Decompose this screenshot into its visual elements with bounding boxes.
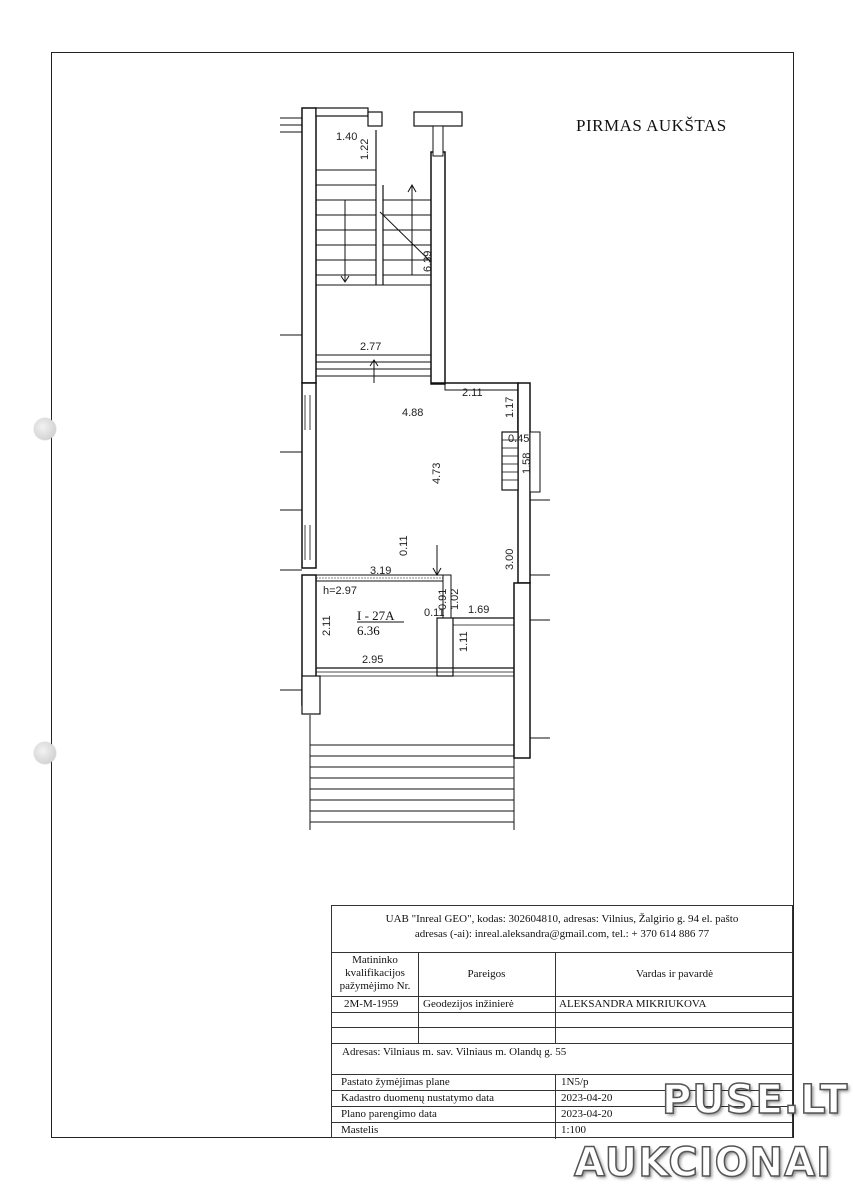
dim-0-11-lower: 0.11	[424, 607, 445, 619]
wall-stair-left	[302, 108, 316, 383]
wall-main-left	[302, 383, 316, 568]
dim-1-40: 1.40	[336, 131, 358, 143]
floor-title: PIRMAS AUKŠTAS	[576, 116, 727, 135]
address: Adresas: Vilniaus m. sav. Vilniaus m. Olandų g. 55	[342, 1046, 567, 1058]
info-value-cadastre-date: 2023-04-20	[561, 1092, 613, 1104]
header-position: Pareigos	[467, 968, 506, 980]
row-position: Geodezijos inžinierė	[423, 998, 514, 1010]
dim-1-69: 1.69	[468, 604, 490, 616]
header-qualification	[332, 954, 418, 993]
dim-1-17: 1.17	[504, 396, 516, 418]
wall-stair-jamb	[433, 126, 443, 156]
dim-6-39: 6.39	[422, 250, 434, 272]
dim-0-45: 0.45	[508, 433, 530, 445]
watermark-aukcionai: AUKCIONAI	[574, 1140, 832, 1186]
company-info	[332, 912, 792, 942]
info-label-scale: Mastelis	[341, 1124, 379, 1136]
height-label: h=2.97	[323, 585, 357, 597]
wall-main-right	[518, 383, 530, 583]
wall-lower-right	[514, 583, 530, 758]
info-value-plan-date: 2023-04-20	[561, 1108, 613, 1120]
dim-2-77: 2.77	[360, 341, 382, 353]
dim-1-11: 1.11	[458, 631, 470, 652]
row-qualification: 2M-M-1959	[344, 998, 399, 1010]
header-qual-line-1: Matininko	[352, 954, 398, 966]
watermark-puse: PUSE.LT	[662, 1077, 849, 1123]
dim-2-11-top: 2.11	[462, 387, 483, 399]
dim-2-95: 2.95	[362, 654, 384, 666]
info-label-building-mark: Pastato žymėjimas plane	[341, 1076, 450, 1088]
dim-3-19: 3.19	[370, 565, 392, 577]
dim-4-88: 4.88	[402, 407, 424, 419]
info-label-plan-date: Plano parengimo data	[341, 1108, 437, 1120]
column-stair-top	[368, 112, 382, 126]
dim-2-11-left: 2.11	[321, 615, 333, 636]
dim-0-11-upper: 0.11	[398, 535, 410, 556]
dim-4-73: 4.73	[431, 462, 443, 484]
dim-1-22: 1.22	[359, 138, 371, 160]
header-name: Vardas ir pavardė	[636, 968, 713, 980]
wall-small-room-right	[437, 618, 453, 676]
dim-1-02: 1.02	[449, 588, 461, 610]
info-value-scale: 1:100	[561, 1124, 587, 1136]
company-line-1: UAB "Inreal GEO", kodas: 302604810, adresas: Vilnius, Žalgirio g. 94 el. pašto	[385, 913, 739, 925]
dim-3-00: 3.00	[504, 548, 516, 570]
room-id: I - 27A	[357, 608, 395, 623]
header-qual-line-3: pažymėjimo Nr.	[339, 980, 411, 992]
wall-stair-top-right	[414, 112, 462, 126]
dim-1-58: 1.58	[521, 452, 533, 474]
dim-0-91: 0.91	[437, 588, 449, 610]
company-line-2: adresas (-ai): inreal.aleksandra@gmail.com, tel.: + 370 614 886 77	[414, 928, 710, 940]
info-value-building-mark: 1N5/p	[561, 1076, 589, 1088]
wall-stair-top-left	[316, 108, 368, 116]
header-qual-line-2: kvalifikacijos	[345, 967, 405, 979]
row-name: ALEKSANDRA MIKRIUKOVA	[559, 998, 707, 1010]
info-label-cadastre-date: Kadastro duomenų nustatymo data	[341, 1092, 495, 1104]
room-area: 6.36	[357, 623, 380, 638]
